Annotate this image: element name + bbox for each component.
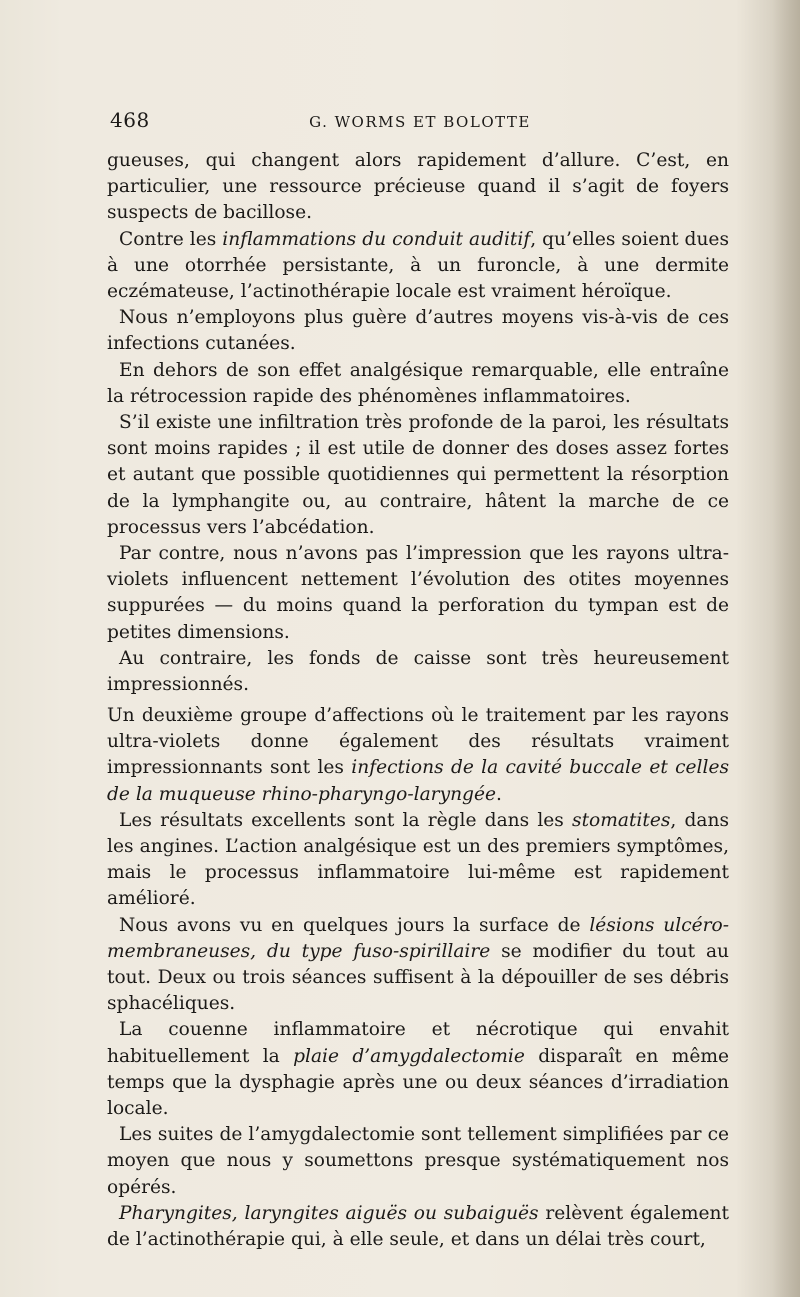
italic-term: inflammations du conduit auditif (222, 228, 531, 250)
paragraph: La couenne inflammatoire et nécrotique qui envahit habituellement la plaie d’amygdalectomie disparaît en même temps que la dysphagie après une ou deux séances d’irradiation locale. (107, 1019, 729, 1120)
page-number: 468 (110, 108, 150, 132)
paragraph: Contre les inflammations du conduit auditif, qu’elles soient dues à une otorrhée persistante, à un furoncle, à une dermite eczémateuse, l’actinothérapie locale est vraiment héroïque. (107, 228, 729, 303)
paragraph: Par contre, nous n’avons pas l’impression que les rayons ultra-violets influencent nettement l’évolution des otites moyennes suppurées — du moins quand la perforation du tympan est de petites dimensions. (107, 543, 729, 643)
italic-term: lésions ulcéro-membraneuses, du type fuso-spirillaire (107, 914, 729, 962)
paragraph: Les suites de l’amygdalectomie sont tellement simplifiées par ce moyen que nous y soumettons presque systématiquement nos opérés. (107, 1124, 729, 1198)
italic-term: Pharyngites, laryngites aiguës ou subaiguës (119, 1202, 539, 1224)
paragraph: Nous avons vu en quelques jours la surface de lésions ulcéro-membraneuses, du type fuso-spirillaire se modifier du tout au tout. Deux ou trois séances suffisent à la dépouiller de ses débris sphacéliques. (107, 914, 729, 1015)
paragraph: Un deuxième groupe d’affections où le traitement par les rayons ultra-violets donne également des résultats vraiment impressionnants sont les infections de la cavité buccale et celles de la muqueuse rhino-pharyngo-laryngée. (107, 705, 729, 805)
paragraph: Nous n’employons plus guère d’autres moyens vis-à-vis de ces infections cutanées. (107, 307, 729, 355)
page-header (110, 108, 730, 138)
paragraph: gueuses, qui changent alors rapidement d’allure. C’est, en particulier, une ressource précieuse quand il s’agit de foyers suspects de bacillose. (107, 150, 729, 224)
paragraph: En dehors de son effet analgésique remarquable, elle entraîne la rétrocession rapide des phénomènes inflammatoires. (107, 359, 729, 407)
body-text-upper (107, 148, 729, 698)
paragraph: S’il existe une infiltration très profonde de la paroi, les résultats sont moins rapides ; il est utile de donner des doses assez fortes et autant que possible quotidiennes qui permettent la résorption de la lymphangite ou, au contraire, hâtent la marche de ce processus vers l’abcédation. (107, 412, 729, 538)
paragraph: Les résultats excellents sont la règle dans les stomatites, dans les angines. L’action analgésique est un des premiers symptômes, mais le processus inflammatoire lui-même est rapidement amélioré. (107, 809, 730, 910)
running-head: G. WORMS ET BOLOTTE (309, 113, 531, 131)
body-text-lower (107, 703, 729, 1253)
italic-term: infections de la cavité buccale et celles de la muqueuse rhino-pharyngo-laryngée (107, 757, 729, 805)
italic-term: stomatites (572, 809, 671, 831)
page-gutter-shadow (772, 0, 800, 1297)
paragraph: Pharyngites, laryngites aiguës ou subaiguës relèvent également de l’actinothérapie qui, à elle seule, et dans un délai très court, (107, 1202, 729, 1251)
italic-term: plaie d’amygdalectomie (293, 1045, 525, 1067)
paragraph: Au contraire, les fonds de caisse sont très heureusement impressionnés. (107, 647, 729, 696)
